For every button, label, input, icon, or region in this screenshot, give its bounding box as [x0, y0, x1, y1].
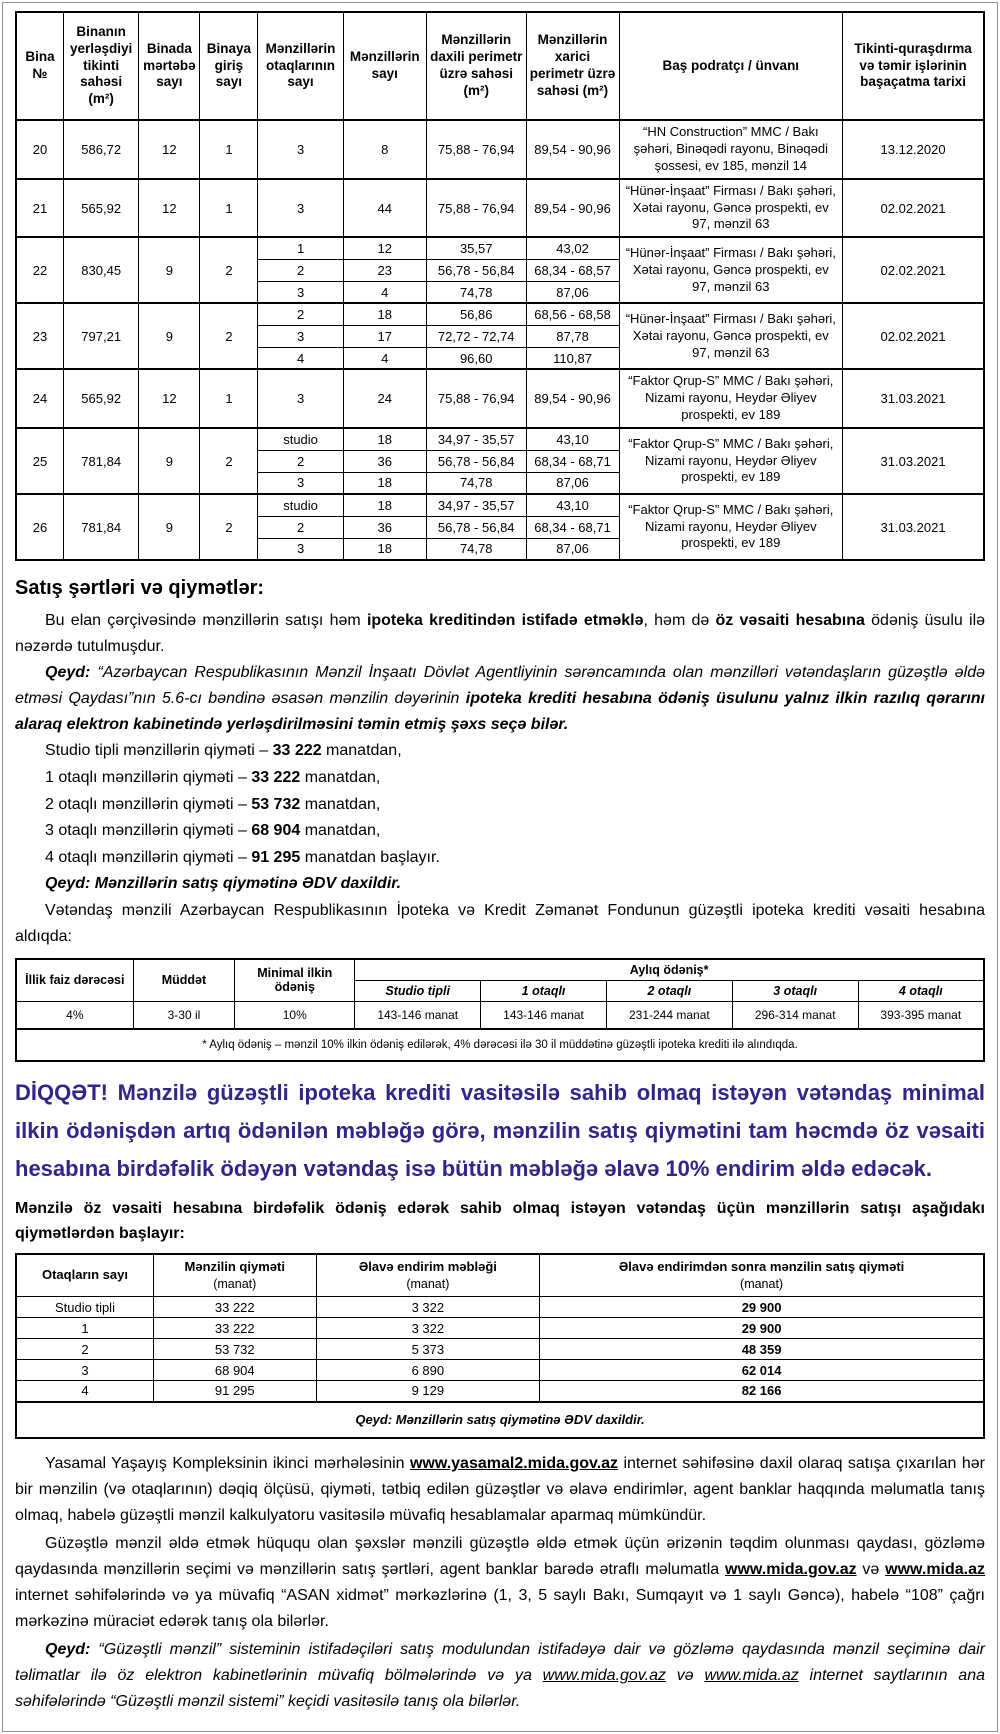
- rooms: 3: [258, 325, 343, 347]
- table-row: [16, 120, 984, 179]
- completion-date: 02.02.2021: [843, 303, 984, 369]
- text-segment: Yasamal Yaşayış Kompleksinin ikinci mərhələsinin: [45, 1454, 410, 1472]
- monthly-payment-3-room: 296-314 manat: [732, 1001, 858, 1029]
- text-segment: manatdan,: [300, 795, 381, 813]
- col-header-annual-rate: İllik faiz dərəcəsi: [16, 959, 133, 1002]
- col-header-term: Müddət: [133, 959, 235, 1002]
- table-row: [16, 1339, 984, 1360]
- attention-text: DİQQƏT! Mənzilə güzəştli ipoteka krediti vasitəsilə sahib olmaq istəyən vətəndaş minimal ilkin ödənişdən artıq ödənilən məbləğə görə, mənzilin satış qiymətini tam həcmdə öz vəsaiti hesabına birdəfəlik ödəyən vətəndaş isə bütün məbləğə əlavə 10% endirim əldə edəcək.: [15, 1080, 985, 1181]
- apt-count: 4: [343, 281, 426, 303]
- annual-rate: 4%: [16, 1001, 133, 1029]
- outer-perimeter: 68,34 - 68,71: [526, 516, 619, 538]
- apartment-price: 33 222: [153, 1297, 316, 1318]
- text-segment: 68 904: [251, 822, 301, 840]
- col-header-inner-perimeter: Mənzillərin daxili perimetr üzrə sahəsi (m²): [426, 12, 526, 120]
- price-line-1-room: [15, 765, 985, 792]
- area: 586,72: [63, 120, 139, 179]
- outer-perimeter: 87,78: [526, 325, 619, 347]
- floors: 9: [139, 237, 200, 303]
- buildings-table: [15, 11, 985, 561]
- mortgage-table: [15, 958, 985, 1063]
- inner-perimeter: 74,78: [426, 538, 526, 560]
- table-row: [16, 179, 984, 238]
- link-mida-gov-2[interactable]: www.mida.gov.az: [542, 1667, 666, 1685]
- rooms: 2: [258, 516, 343, 538]
- col-header-area: Binanın yerləşdiyi tikinti sahəsi (m²): [63, 12, 139, 120]
- outer-perimeter: 87,06: [526, 281, 619, 303]
- text-segment: öz vəsaiti hesabına: [715, 612, 865, 630]
- price-after-discount: 82 166: [540, 1381, 984, 1402]
- text-segment: Qeyd:: [45, 664, 98, 682]
- price-line-2-room: [15, 792, 985, 819]
- table-row: [16, 1402, 984, 1438]
- entrances: 2: [200, 237, 258, 303]
- floors: 12: [139, 120, 200, 179]
- floors: 9: [139, 303, 200, 369]
- term: 3-30 il: [133, 1001, 235, 1029]
- contractor: “Faktor Qrup-S” MMC / Bakı şəhəri, Nizami rayonu, Heydər Əliyev prospekti, ev 189: [619, 428, 843, 494]
- text-segment: ödəniş üsulu ilə nəzərdə tutulmuşdur.: [15, 612, 986, 656]
- floors: 9: [139, 494, 200, 560]
- apt-count: 17: [343, 325, 426, 347]
- application-info-paragraph: [15, 1531, 985, 1635]
- monthly-payment-2-room: 231-244 manat: [606, 1001, 732, 1029]
- entrances: 2: [200, 494, 258, 560]
- extra-discount: 5 373: [316, 1339, 540, 1360]
- col-header-room-count: [16, 1254, 153, 1297]
- col-header-4-room: 4 otaqlı: [858, 980, 984, 1001]
- outer-perimeter: 110,87: [526, 347, 619, 369]
- monthly-payment-footnote: * Aylıq ödəniş – mənzil 10% ilkin ödəniş edilərək, 4% dərəcəsi ilə 30 il müddətinə güzəştli ipoteka krediti ilə alındıqda.: [16, 1029, 984, 1061]
- rooms: 3: [258, 120, 343, 179]
- extra-discount: 3 322: [316, 1318, 540, 1339]
- extra-discount: 9 129: [316, 1381, 540, 1402]
- table-row: [16, 1297, 984, 1318]
- contractor: “Faktor Qrup-S” MMC / Bakı şəhəri, Nizami rayonu, Heydər Əliyev prospekti, ev 189: [619, 494, 843, 560]
- apt-count: 36: [343, 450, 426, 472]
- text-segment: 33 222: [272, 742, 322, 760]
- text-segment: 4 otaqlı mənzillərin qiyməti –: [45, 848, 252, 866]
- table-row: [16, 237, 984, 259]
- room-count: Studio tipli: [16, 1297, 153, 1318]
- table-row: [16, 1381, 984, 1402]
- table-row: [16, 369, 984, 428]
- inner-perimeter: 75,88 - 76,94: [426, 120, 526, 179]
- text-segment: 53 732: [251, 795, 301, 813]
- room-count: 4: [16, 1381, 153, 1402]
- room-count: 2: [16, 1339, 153, 1360]
- text-segment: və: [856, 1560, 886, 1578]
- bina-no: 25: [16, 428, 63, 494]
- sale-note-paragraph: [15, 660, 985, 738]
- col-header-apt-count: Mənzillərin sayı: [343, 12, 426, 120]
- room-count: 1: [16, 1318, 153, 1339]
- bina-no: 26: [16, 494, 63, 560]
- link-mida[interactable]: www.mida.az: [885, 1560, 985, 1578]
- header-row: [16, 12, 984, 120]
- inner-perimeter: 75,88 - 76,94: [426, 369, 526, 428]
- completion-date: 13.12.2020: [843, 120, 984, 179]
- yasamal-info-paragraph: [15, 1451, 985, 1529]
- outer-perimeter: 87,06: [526, 538, 619, 560]
- entrances: 2: [200, 428, 258, 494]
- text-segment: ipoteka krediti hesabına ödəniş üsulunu yalnız ilkin razılıq qərarını alaraq elektron kabinetində yerləşdirilməsini təmin etmiş şəxs seçə bilər.: [15, 690, 985, 734]
- outer-perimeter: 68,34 - 68,71: [526, 450, 619, 472]
- col-header-outer-perimeter: Mənzillərin xarici perimetr üzrə sahəsi (m²): [526, 12, 619, 120]
- text-segment: manatdan başlayır.: [300, 848, 440, 866]
- table-row: [16, 1001, 984, 1029]
- col-header-1-room: 1 otaqlı: [481, 980, 607, 1001]
- rooms: 3: [258, 472, 343, 494]
- monthly-payment-studio: 143-146 manat: [355, 1001, 481, 1029]
- text-segment: 33 222: [251, 768, 301, 786]
- sale-intro-paragraph: [15, 608, 985, 660]
- bina-no: 21: [16, 179, 63, 238]
- rooms: 3: [258, 538, 343, 560]
- inner-perimeter: 72,72 - 72,74: [426, 325, 526, 347]
- col-header-rooms: Mənzillərin otaqlarının sayı: [258, 12, 343, 120]
- text-segment: “Azərbaycan Respublikasının Mənzil İnşaatı Dövlət Agentliyinin sərəncamında olan mənzilləri vətəndaşların güzəştlə əldə etməsi Qaydası”nın 5.6-cı bəndinə əsasən mənzilin dəyərinin: [15, 664, 986, 708]
- text-segment: ipoteka kreditindən istifadə etməklə: [366, 612, 644, 630]
- col-header-floors: Binada mərtəbə sayı: [139, 12, 200, 120]
- apt-count: 24: [343, 369, 426, 428]
- inner-perimeter: 35,57: [426, 237, 526, 259]
- apartment-price: 53 732: [153, 1339, 316, 1360]
- apt-count: 8: [343, 120, 426, 179]
- price-line-3-room: [15, 818, 985, 845]
- vat-note-table: Qeyd: Mənzillərin satış qiymətinə ƏDV daxildir.: [16, 1402, 984, 1438]
- outer-perimeter: 89,54 - 90,96: [526, 179, 619, 238]
- rooms: 1: [258, 237, 343, 259]
- col-header-price-after-discount: [540, 1254, 984, 1297]
- table-row: [16, 1029, 984, 1061]
- text-segment: manatdan,: [321, 742, 402, 760]
- rooms: 2: [258, 303, 343, 325]
- apt-count: 12: [343, 237, 426, 259]
- header-title: Əlavə endirimdən sonra mənzilin satış qiyməti: [618, 1259, 905, 1275]
- outer-perimeter: 87,06: [526, 472, 619, 494]
- contractor: “Hünər-İnşaat” Firması / Bakı şəhəri, Xətai rayonu, Gəncə prospekti, ev 97, mənzil 63: [619, 237, 843, 303]
- mortgage-intro-paragraph: Vətəndaş mənzili Azərbaycan Respublikasının İpoteka və Kredit Zəmanət Fondunun güzəştli ipoteka krediti vəsaiti hesabına aldıqda:: [15, 901, 985, 945]
- inner-perimeter: 56,86: [426, 303, 526, 325]
- text-segment: 91 295: [251, 848, 301, 866]
- price-line-studio: [15, 738, 985, 765]
- outer-perimeter: 43,02: [526, 237, 619, 259]
- col-header-3-room: 3 otaqlı: [732, 980, 858, 1001]
- outer-perimeter: 89,54 - 90,96: [526, 120, 619, 179]
- text-segment: internet səhifələrində və ya müvafiq “ASAN xidmət” mərkəzlərinə (1, 3, 5 saylı Bakı, Sumqayıt və 1 saylı Gəncə), habelə “108” çağrı mərkəzinə müraciət edərək tanış ola bilərlər.: [15, 1587, 985, 1631]
- link-mida-2[interactable]: www.mida.az: [704, 1667, 799, 1685]
- rooms: studio: [258, 428, 343, 450]
- col-header-completion-date: Tikinti-quraşdırma və təmir işlərinin başaçatma tarixi: [843, 12, 984, 120]
- text-segment: internet saytlarının ana səhifələrində “Güzəştli mənzil sistemi” keçidi vasitəsilə tanış ola bilərlər.: [15, 1667, 985, 1711]
- monthly-payment-1-room: 143-146 manat: [481, 1001, 607, 1029]
- bina-no: 22: [16, 237, 63, 303]
- text-segment: 1 otaqlı mənzillərin qiyməti –: [45, 768, 252, 786]
- header-unit: (manat): [740, 1276, 784, 1291]
- document-page: [2, 2, 998, 1732]
- footer-paragraphs: [15, 1451, 985, 1716]
- rooms: 3: [258, 369, 343, 428]
- area: 781,84: [63, 428, 139, 494]
- col-header-min-initial-payment: Minimal ilkin ödəniş: [235, 959, 355, 1002]
- link-yasamal2[interactable]: www.yasamal2.mida.gov.az: [409, 1454, 619, 1472]
- own-funds-intro: Mənzilə öz vəsaiti hesabına birdəfəlik ödəniş edərək sahib olmaq istəyən vətəndaş üçün mənzillərin satışı aşağıdakı qiymətlərdən başlayır:: [15, 1199, 985, 1243]
- apt-count: 18: [343, 472, 426, 494]
- bina-no: 24: [16, 369, 63, 428]
- apt-count: 18: [343, 538, 426, 560]
- outer-perimeter: 89,54 - 90,96: [526, 369, 619, 428]
- col-header-2-room: 2 otaqlı: [606, 980, 732, 1001]
- area: 797,21: [63, 303, 139, 369]
- apartment-price: 33 222: [153, 1318, 316, 1339]
- monthly-payment-4-room: 393-395 manat: [858, 1001, 984, 1029]
- text-segment: , həm də: [643, 612, 716, 630]
- outer-perimeter: 68,56 - 68,58: [526, 303, 619, 325]
- apartment-price: 91 295: [153, 1381, 316, 1402]
- rooms: 3: [258, 281, 343, 303]
- min-initial-payment: 10%: [235, 1001, 355, 1029]
- apt-count: 18: [343, 494, 426, 516]
- completion-date: 31.03.2021: [843, 369, 984, 428]
- entrances: 1: [200, 369, 258, 428]
- header-row: [16, 959, 984, 981]
- apartment-price: 68 904: [153, 1360, 316, 1381]
- completion-date: 31.03.2021: [843, 494, 984, 560]
- header-unit: (manat): [406, 1276, 450, 1291]
- col-header-entrances: Binaya giriş sayı: [200, 12, 258, 120]
- inner-perimeter: 74,78: [426, 472, 526, 494]
- col-header-bina-no: Bina №: [16, 12, 63, 120]
- apt-count: 23: [343, 259, 426, 281]
- table-row: [16, 1318, 984, 1339]
- area: 565,92: [63, 369, 139, 428]
- header-title: Otaqların sayı: [41, 1267, 128, 1283]
- price-after-discount: 48 359: [540, 1339, 984, 1360]
- header-row: [16, 1254, 984, 1297]
- completion-date: 31.03.2021: [843, 428, 984, 494]
- outer-perimeter: 43,10: [526, 428, 619, 450]
- col-header-studio: Studio tipli: [355, 980, 481, 1001]
- bina-no: 23: [16, 303, 63, 369]
- col-header-monthly-payment: Aylıq ödəniş*: [355, 959, 984, 981]
- apt-count: 18: [343, 303, 426, 325]
- completion-date: 02.02.2021: [843, 179, 984, 238]
- contractor: “Hünər-İnşaat” Firması / Bakı şəhəri, Xətai rayonu, Gəncə prospekti, ev 97, mənzil 63: [619, 303, 843, 369]
- apt-count: 18: [343, 428, 426, 450]
- text-segment: Qeyd:: [45, 1641, 99, 1659]
- entrances: 1: [200, 120, 258, 179]
- table-row: [16, 303, 984, 325]
- rooms: 2: [258, 259, 343, 281]
- floors: 12: [139, 369, 200, 428]
- inner-perimeter: 56,78 - 56,84: [426, 259, 526, 281]
- rooms: 4: [258, 347, 343, 369]
- col-header-contractor: Baş podratçı / ünvanı: [619, 12, 843, 120]
- contractor: “Hünər-İnşaat” Firması / Bakı şəhəri, Xətai rayonu, Gəncə prospekti, ev 97, mənzil 63: [619, 179, 843, 238]
- floors: 9: [139, 428, 200, 494]
- rooms: studio: [258, 494, 343, 516]
- header-title: Əlavə endirim məbləği: [358, 1259, 497, 1275]
- area: 781,84: [63, 494, 139, 560]
- price-after-discount: 29 900: [540, 1318, 984, 1339]
- inner-perimeter: 96,60: [426, 347, 526, 369]
- header-title: Mənzilin qiyməti: [184, 1259, 285, 1275]
- text-segment: Güzəştlə mənzil əldə etmək hüququ olan şəxslər mənzili güzəştlə əldə etmək üçün ərizənin təqdim olunması qaydası, gözləmə qaydasında mənzillərin seçimi və mənzillərin satış şərtləri, agent banklar barədə ətraflı məlumatla: [15, 1534, 985, 1578]
- contractor: “HN Construction” MMC / Bakı şəhəri, Binəqədi rayonu, Binəqədi şossesi, ev 185, mənzil 14: [619, 120, 843, 179]
- apt-count: 4: [343, 347, 426, 369]
- inner-perimeter: 34,97 - 35,57: [426, 494, 526, 516]
- text-segment: 3 otaqlı mənzillərin qiyməti –: [45, 822, 252, 840]
- inner-perimeter: 56,78 - 56,84: [426, 450, 526, 472]
- table-row: [16, 428, 984, 450]
- final-note-paragraph: [15, 1637, 985, 1715]
- col-header-apartment-price: [153, 1254, 316, 1297]
- contractor: “Faktor Qrup-S” MMC / Bakı şəhəri, Nizami rayonu, Heydər Əliyev prospekti, ev 189: [619, 369, 843, 428]
- extra-discount: 3 322: [316, 1297, 540, 1318]
- text-segment: “Güzəştli mənzil” sisteminin istifadəçiləri satış modulundan istifadəyə dair və gözləmə qaydasında mənzil seçiminə dair təlimatlar ilə öz elektron kabinetlərinin müvafiq bölmələrində və ya: [15, 1641, 986, 1685]
- col-header-extra-discount: [316, 1254, 540, 1297]
- extra-discount: 6 890: [316, 1360, 540, 1381]
- text-segment: və: [665, 1667, 705, 1685]
- rooms: 3: [258, 179, 343, 238]
- text-segment: Studio tipli mənzillərin qiyməti –: [45, 742, 273, 760]
- outer-perimeter: 68,34 - 68,57: [526, 259, 619, 281]
- price-after-discount: 62 014: [540, 1360, 984, 1381]
- bina-no: 20: [16, 120, 63, 179]
- area: 565,92: [63, 179, 139, 238]
- rooms: 2: [258, 450, 343, 472]
- inner-perimeter: 56,78 - 56,84: [426, 516, 526, 538]
- table-row: [16, 494, 984, 516]
- inner-perimeter: 34,97 - 35,57: [426, 428, 526, 450]
- apt-count: 44: [343, 179, 426, 238]
- apt-count: 36: [343, 516, 426, 538]
- link-mida-gov[interactable]: www.mida.gov.az: [725, 1560, 857, 1578]
- vat-note: Qeyd: Mənzillərin satış qiymətinə ƏDV daxildir.: [45, 875, 402, 893]
- table-row: [16, 1360, 984, 1381]
- entrances: 2: [200, 303, 258, 369]
- price-after-discount: 29 900: [540, 1297, 984, 1318]
- floors: 12: [139, 179, 200, 238]
- completion-date: 02.02.2021: [843, 237, 984, 303]
- entrances: 1: [200, 179, 258, 238]
- text-segment: internet səhifəsinə daxil olaraq satışa çıxarılan hər bir mənzilin (və otaqlarının) dəqiq ölçüsü, qiyməti, tətbiq edilən güzəştlər və əlavə endirimlər, agent banklar haqqında məlumatla tanış olmaq, habelə güzəştli mənzil kalkulyatoru vasitəsilə müvafiq hesablamalar aparmaq mümkündür.: [15, 1454, 985, 1524]
- text-segment: Bu elan çərçivəsində mənzillərin satışı həm: [45, 612, 367, 630]
- area: 830,45: [63, 237, 139, 303]
- sale-terms-title: Satış şərtləri və qiymətlər:: [15, 577, 265, 600]
- inner-perimeter: 74,78: [426, 281, 526, 303]
- inner-perimeter: 75,88 - 76,94: [426, 179, 526, 238]
- discount-table: [15, 1253, 985, 1439]
- outer-perimeter: 43,10: [526, 494, 619, 516]
- text-segment: 2 otaqlı mənzillərin qiyməti –: [45, 795, 252, 813]
- room-count: 3: [16, 1360, 153, 1381]
- price-line-4-room: [15, 845, 985, 872]
- text-segment: manatdan,: [300, 768, 381, 786]
- header-unit: (manat): [213, 1276, 257, 1291]
- text-segment: manatdan,: [300, 822, 381, 840]
